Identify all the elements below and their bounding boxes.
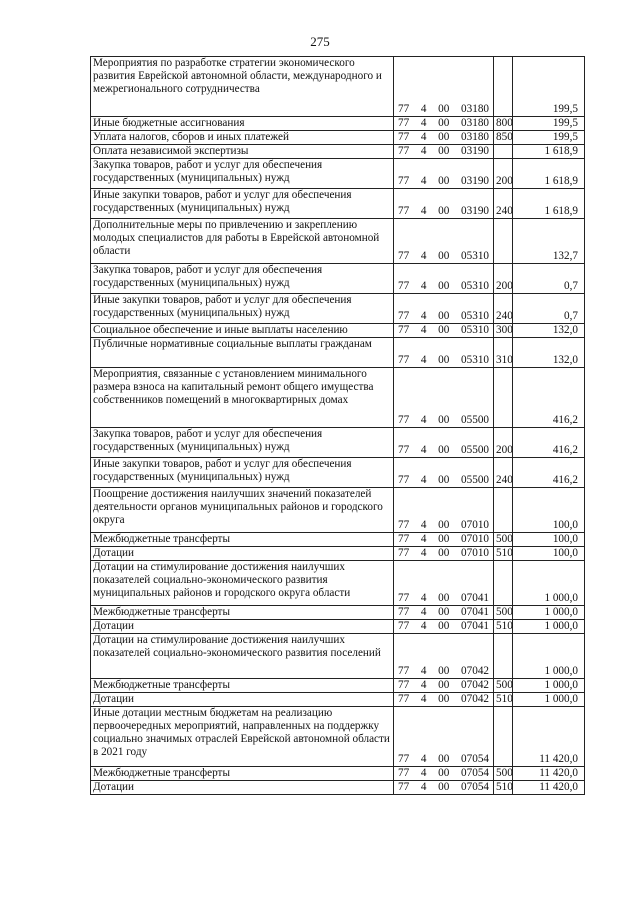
item-code [394, 159, 494, 189]
code-part-c3: 00 [438, 131, 450, 143]
code-part-c3: 00 [438, 280, 450, 292]
item-name: Межбюджетные трансферты [91, 679, 394, 693]
item-code [394, 707, 494, 767]
item-name: Дотации [91, 547, 394, 561]
table-row [91, 57, 585, 117]
code-part-c1: 77 [398, 280, 410, 292]
item-name: Межбюджетные трансферты [91, 606, 394, 620]
code-part-c3: 00 [438, 205, 450, 217]
expense-type: 510 [494, 620, 513, 634]
code-part-c1: 77 [398, 175, 410, 187]
expense-type: 510 [494, 693, 513, 707]
item-name: Закупка товаров, работ и услуг для обеспечения государственных (муниципальных) нужд [91, 159, 394, 189]
code-part-c2: 4 [420, 310, 427, 322]
amount: 1 618,9 [513, 159, 585, 189]
code-part-c3: 00 [438, 693, 450, 705]
table-row [91, 219, 585, 264]
amount: 1 000,0 [513, 620, 585, 634]
budget-table-body [91, 57, 585, 795]
code-part-c3: 00 [438, 324, 450, 336]
amount: 1 000,0 [513, 693, 585, 707]
expense-type: 500 [494, 679, 513, 693]
item-code [394, 324, 494, 338]
code-part-c1: 77 [398, 324, 410, 336]
code-part-c1: 77 [398, 533, 410, 545]
code-part-c1: 77 [398, 250, 410, 262]
expense-type: 200 [494, 264, 513, 294]
code-part-c1: 77 [398, 620, 410, 632]
item-name: Дотации [91, 693, 394, 707]
item-name: Мероприятия по разработке стратегии экономического развития Еврейской автономной области, международного и межрегионального сотрудничества [91, 57, 394, 117]
code-part-c3: 00 [438, 753, 450, 765]
item-code [394, 219, 494, 264]
item-name: Дотации на стимулирование достижения наилучших показателей социально-экономического развития поселений [91, 634, 394, 679]
code-part-c1: 77 [398, 444, 410, 456]
code-part-c3: 00 [438, 310, 450, 322]
code-part-c4: 05310 [461, 354, 489, 366]
amount: 1 000,0 [513, 606, 585, 620]
code-part-c4: 07054 [461, 781, 489, 793]
code-part-c4: 05310 [461, 310, 489, 322]
item-name: Закупка товаров, работ и услуг для обеспечения государственных (муниципальных) нужд [91, 428, 394, 458]
expense-type [494, 634, 513, 679]
code-part-c2: 4 [420, 665, 427, 677]
expense-type: 300 [494, 324, 513, 338]
code-part-c3: 00 [438, 533, 450, 545]
code-part-c2: 4 [420, 753, 427, 765]
item-code [394, 131, 494, 145]
item-code [394, 264, 494, 294]
expense-type [494, 145, 513, 159]
item-code [394, 561, 494, 606]
code-part-c2: 4 [420, 474, 427, 486]
code-part-c1: 77 [398, 693, 410, 705]
amount: 100,0 [513, 533, 585, 547]
table-row [91, 547, 585, 561]
code-part-c1: 77 [398, 103, 410, 115]
expense-type: 310 [494, 338, 513, 368]
table-row [91, 145, 585, 159]
code-part-c1: 77 [398, 753, 410, 765]
code-part-c4: 07010 [461, 533, 489, 545]
expense-type: 500 [494, 767, 513, 781]
code-part-c4: 05310 [461, 324, 489, 336]
amount: 1 618,9 [513, 189, 585, 219]
table-row [91, 634, 585, 679]
code-part-c2: 4 [420, 131, 427, 143]
item-name: Публичные нормативные социальные выплаты гражданам [91, 338, 394, 368]
code-part-c4: 07054 [461, 753, 489, 765]
item-code [394, 57, 494, 117]
expense-type: 510 [494, 781, 513, 795]
code-part-c4: 05310 [461, 280, 489, 292]
code-part-c3: 00 [438, 665, 450, 677]
expense-type: 500 [494, 606, 513, 620]
code-part-c3: 00 [438, 145, 450, 157]
code-part-c4: 03190 [461, 175, 489, 187]
amount: 132,0 [513, 338, 585, 368]
table-row [91, 679, 585, 693]
code-part-c2: 4 [420, 250, 427, 262]
amount: 199,5 [513, 131, 585, 145]
code-part-c4: 07041 [461, 606, 489, 618]
code-part-c4: 03180 [461, 103, 489, 115]
item-name: Иные дотации местным бюджетам на реализацию первоочередных мероприятий, направленных на поддержку социально значимых отраслей Еврейской автономной области в 2021 году [91, 707, 394, 767]
code-part-c3: 00 [438, 519, 450, 531]
amount: 100,0 [513, 547, 585, 561]
amount: 132,7 [513, 219, 585, 264]
code-part-c2: 4 [420, 767, 427, 779]
item-name: Дотации [91, 781, 394, 795]
item-name: Оплата независимой экспертизы [91, 145, 394, 159]
item-name: Межбюджетные трансферты [91, 533, 394, 547]
item-code [394, 488, 494, 533]
table-row [91, 620, 585, 634]
table-row [91, 693, 585, 707]
expense-type: 240 [494, 189, 513, 219]
code-part-c1: 77 [398, 781, 410, 793]
code-part-c2: 4 [420, 354, 427, 366]
code-part-c2: 4 [420, 679, 427, 691]
table-row [91, 324, 585, 338]
code-part-c1: 77 [398, 547, 410, 559]
code-part-c2: 4 [420, 103, 427, 115]
code-part-c2: 4 [420, 519, 427, 531]
item-code [394, 533, 494, 547]
item-code [394, 634, 494, 679]
expense-type: 240 [494, 294, 513, 324]
item-code [394, 620, 494, 634]
expense-type [494, 561, 513, 606]
expense-type: 500 [494, 533, 513, 547]
item-code [394, 338, 494, 368]
code-part-c1: 77 [398, 117, 410, 129]
expense-type [494, 488, 513, 533]
amount: 416,2 [513, 368, 585, 428]
amount: 1 618,9 [513, 145, 585, 159]
amount: 11 420,0 [513, 707, 585, 767]
code-part-c4: 03190 [461, 145, 489, 157]
item-code [394, 368, 494, 428]
amount: 416,2 [513, 428, 585, 458]
table-row [91, 606, 585, 620]
code-part-c3: 00 [438, 444, 450, 456]
item-code [394, 145, 494, 159]
code-part-c2: 4 [420, 324, 427, 336]
item-name: Социальное обеспечение и иные выплаты населению [91, 324, 394, 338]
code-part-c4: 05310 [461, 250, 489, 262]
expense-type [494, 219, 513, 264]
item-name: Мероприятия, связанные с установлением минимального размера взноса на капитальный ремонт общего имущества собственников помещений в многоквартирных домах [91, 368, 394, 428]
code-part-c3: 00 [438, 250, 450, 262]
code-part-c3: 00 [438, 474, 450, 486]
code-part-c3: 00 [438, 781, 450, 793]
amount: 100,0 [513, 488, 585, 533]
table-row [91, 159, 585, 189]
code-part-c1: 77 [398, 131, 410, 143]
amount: 11 420,0 [513, 767, 585, 781]
table-row [91, 368, 585, 428]
code-part-c2: 4 [420, 145, 427, 157]
page-number: 275 [310, 34, 330, 49]
code-part-c4: 07010 [461, 519, 489, 531]
table-row [91, 707, 585, 767]
code-part-c3: 00 [438, 592, 450, 604]
amount: 11 420,0 [513, 781, 585, 795]
code-part-c4: 07054 [461, 767, 489, 779]
code-part-c1: 77 [398, 310, 410, 322]
item-code [394, 606, 494, 620]
code-part-c1: 77 [398, 679, 410, 691]
code-part-c1: 77 [398, 592, 410, 604]
code-part-c2: 4 [420, 205, 427, 217]
item-name: Иные бюджетные ассигнования [91, 117, 394, 131]
amount: 416,2 [513, 458, 585, 488]
item-code [394, 781, 494, 795]
code-part-c2: 4 [420, 693, 427, 705]
item-code [394, 458, 494, 488]
table-row [91, 488, 585, 533]
code-part-c4: 05500 [461, 414, 489, 426]
item-code [394, 679, 494, 693]
item-code [394, 117, 494, 131]
code-part-c2: 4 [420, 592, 427, 604]
code-part-c3: 00 [438, 620, 450, 632]
code-part-c3: 00 [438, 606, 450, 618]
item-code [394, 693, 494, 707]
table-row [91, 294, 585, 324]
item-code [394, 189, 494, 219]
code-part-c2: 4 [420, 606, 427, 618]
expense-type: 510 [494, 547, 513, 561]
code-part-c4: 07042 [461, 665, 489, 677]
code-part-c1: 77 [398, 354, 410, 366]
code-part-c4: 07042 [461, 693, 489, 705]
expense-type: 200 [494, 159, 513, 189]
item-code [394, 294, 494, 324]
amount: 199,5 [513, 57, 585, 117]
table-row [91, 458, 585, 488]
code-part-c4: 03190 [461, 205, 489, 217]
code-part-c4: 05500 [461, 444, 489, 456]
item-code [394, 547, 494, 561]
code-part-c1: 77 [398, 519, 410, 531]
table-row [91, 264, 585, 294]
code-part-c3: 00 [438, 103, 450, 115]
code-part-c2: 4 [420, 175, 427, 187]
code-part-c3: 00 [438, 679, 450, 691]
code-part-c3: 00 [438, 117, 450, 129]
code-part-c3: 00 [438, 354, 450, 366]
table-row [91, 117, 585, 131]
item-name: Дотации [91, 620, 394, 634]
table-row [91, 533, 585, 547]
code-part-c4: 03180 [461, 131, 489, 143]
item-name: Уплата налогов, сборов и иных платежей [91, 131, 394, 145]
expense-type: 240 [494, 458, 513, 488]
code-part-c1: 77 [398, 767, 410, 779]
item-name: Иные закупки товаров, работ и услуг для обеспечения государственных (муниципальных) нужд [91, 458, 394, 488]
item-name: Иные закупки товаров, работ и услуг для обеспечения государственных (муниципальных) нужд [91, 294, 394, 324]
code-part-c4: 07041 [461, 592, 489, 604]
table-row [91, 781, 585, 795]
code-part-c4: 07010 [461, 547, 489, 559]
code-part-c1: 77 [398, 205, 410, 217]
code-part-c3: 00 [438, 414, 450, 426]
expense-type [494, 57, 513, 117]
amount: 0,7 [513, 294, 585, 324]
expense-type [494, 707, 513, 767]
code-part-c1: 77 [398, 606, 410, 618]
item-name: Закупка товаров, работ и услуг для обеспечения государственных (муниципальных) нужд [91, 264, 394, 294]
code-part-c4: 07042 [461, 679, 489, 691]
item-name: Межбюджетные трансферты [91, 767, 394, 781]
code-part-c2: 4 [420, 781, 427, 793]
code-part-c4: 03180 [461, 117, 489, 129]
code-part-c2: 4 [420, 280, 427, 292]
code-part-c2: 4 [420, 444, 427, 456]
amount: 199,5 [513, 117, 585, 131]
amount: 1 000,0 [513, 679, 585, 693]
code-part-c1: 77 [398, 145, 410, 157]
table-row [91, 561, 585, 606]
code-part-c4: 07041 [461, 620, 489, 632]
expense-type: 200 [494, 428, 513, 458]
table-row [91, 338, 585, 368]
item-name: Иные закупки товаров, работ и услуг для обеспечения государственных (муниципальных) нужд [91, 189, 394, 219]
code-part-c1: 77 [398, 474, 410, 486]
item-name: Дополнительные меры по привлечению и закреплению молодых специалистов для работы в Еврейской автономной области [91, 219, 394, 264]
amount: 0,7 [513, 264, 585, 294]
table-row [91, 767, 585, 781]
code-part-c3: 00 [438, 767, 450, 779]
code-part-c1: 77 [398, 665, 410, 677]
code-part-c4: 05500 [461, 474, 489, 486]
expense-type [494, 368, 513, 428]
expense-type: 800 [494, 117, 513, 131]
code-part-c2: 4 [420, 533, 427, 545]
code-part-c3: 00 [438, 547, 450, 559]
expense-type: 850 [494, 131, 513, 145]
table-row [91, 131, 585, 145]
item-code [394, 428, 494, 458]
table-row [91, 189, 585, 219]
amount: 1 000,0 [513, 561, 585, 606]
code-part-c2: 4 [420, 620, 427, 632]
code-part-c2: 4 [420, 547, 427, 559]
item-name: Дотации на стимулирование достижения наилучших показателей социально-экономического развития муниципальных районов и городского округа области [91, 561, 394, 606]
budget-table [90, 56, 585, 795]
code-part-c2: 4 [420, 117, 427, 129]
code-part-c1: 77 [398, 414, 410, 426]
amount: 132,0 [513, 324, 585, 338]
item-code [394, 767, 494, 781]
item-name: Поощрение достижения наилучших значений показателей деятельности органов муниципальных районов и городского округа [91, 488, 394, 533]
code-part-c3: 00 [438, 175, 450, 187]
table-row [91, 428, 585, 458]
code-part-c2: 4 [420, 414, 427, 426]
amount: 1 000,0 [513, 634, 585, 679]
